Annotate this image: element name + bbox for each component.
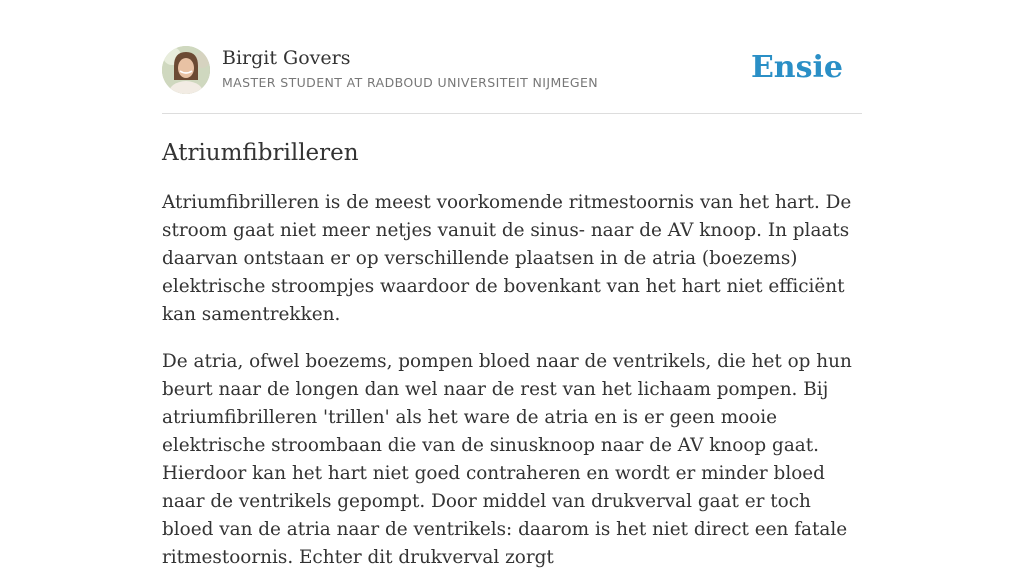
author-avatar[interactable] xyxy=(162,46,210,94)
author-header xyxy=(162,46,862,114)
ensie-logo[interactable]: Ensie xyxy=(750,50,843,85)
definition-page xyxy=(162,46,862,572)
article-paragraph-1: Atriumfibrilleren is de meest voorkomende ritmestoornis van het hart. De stroom gaat niet meer netjes vanuit de sinus- naar de AV knoop. In plaats daarvan ontstaan er op verschillende plaatsen in de atria (boezems) elektrische stroompjes waardoor de bovenkant van het hart niet efficiënt kan samentrekken. xyxy=(162,192,852,325)
article-paragraph-2: De atria, ofwel boezems, pompen bloed naar de ventrikels, die het op hun beurt naar de longen dan wel naar de rest van het lichaam pompen. Bij atriumfibrilleren 'trillen' als het ware de atria en is er geen mooie elektrische stroombaan die van de sinusknoop naar de AV knoop gaat. Hierdoor kan het hart niet goed contraheren en wordt er minder bloed naar de ventrikels gepompt. Door middel van drukverval gaat er toch bloed van de atria naar de ventrikels: daarom is het niet direct een fatale ritmestoornis. Echter dit drukverval zorgt xyxy=(162,351,852,568)
author-name[interactable]: Birgit Govers xyxy=(222,47,351,69)
author-role: MASTER STUDENT AT RADBOUD UNIVERSITEIT NIJMEGEN xyxy=(222,75,599,90)
person-portrait-icon xyxy=(162,46,210,94)
article-title: Atriumfibrilleren xyxy=(162,140,359,166)
